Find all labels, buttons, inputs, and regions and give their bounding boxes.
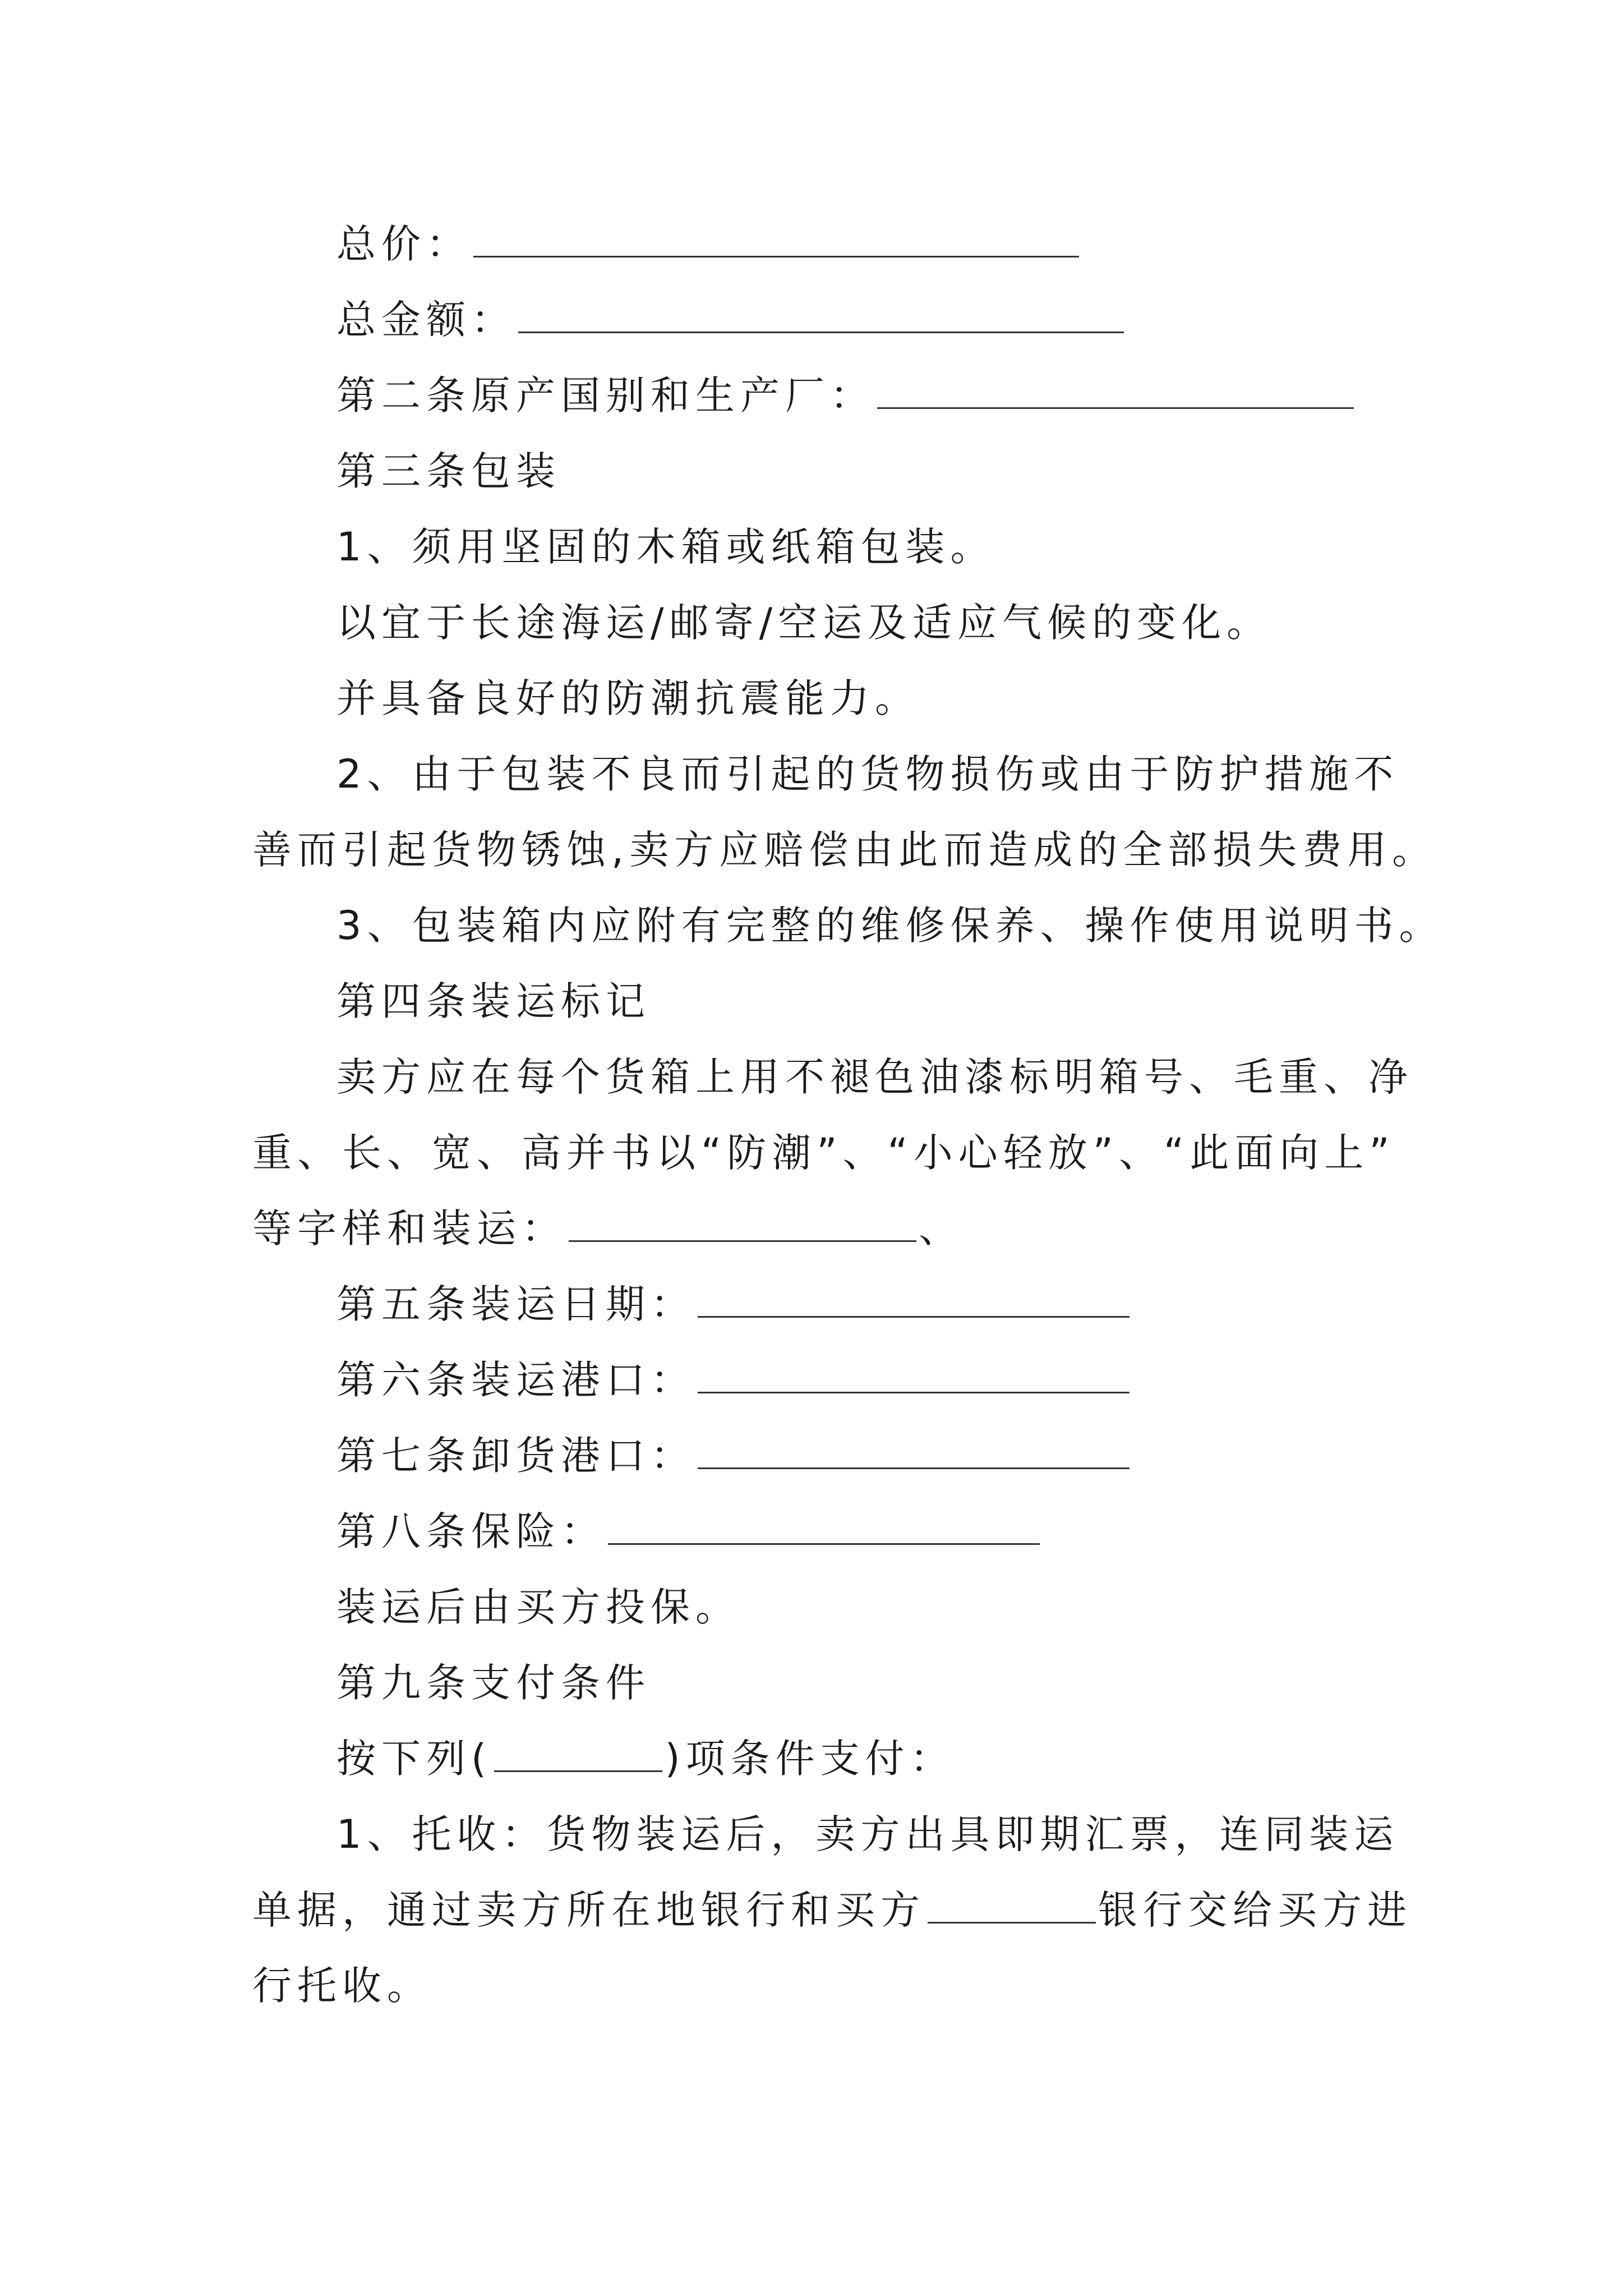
line-article-5: [336, 1265, 1430, 1343]
line-total-amount: [336, 280, 1430, 359]
line-article-7: [336, 1416, 1430, 1495]
fill-blank[interactable]: [473, 217, 1079, 257]
paragraph-line: [252, 1114, 1430, 1192]
fill-blank[interactable]: [928, 1883, 1096, 1924]
fill-blank[interactable]: [698, 1277, 1129, 1318]
line-suffix: )项条件支付：: [665, 1736, 955, 1782]
paragraph-line: [252, 1947, 1430, 2025]
paragraph-line: [336, 1568, 1430, 1646]
line-text: 行托收。: [252, 1963, 432, 2009]
heading-article-3: [336, 432, 1430, 510]
fill-blank[interactable]: [877, 368, 1354, 409]
line-text: 3、包装箱内应附有完整的维修保养、操作使用说明书。: [336, 903, 1444, 949]
fill-blank[interactable]: [494, 1731, 662, 1772]
line-text: 卖方应在每个货箱上用不褪色油漆标明箱号、毛重、净: [336, 1054, 1413, 1100]
fill-blank[interactable]: [518, 292, 1124, 333]
line-text: 第二条原产国别和生产厂：: [336, 372, 875, 418]
fill-blank[interactable]: [608, 1504, 1040, 1545]
line-payment-option: [336, 1719, 1430, 1798]
line-text: 第七条卸货港口：: [336, 1433, 695, 1479]
line-text: 善而引起货物锈蚀,卖方应赔偿由此而造成的全部损失费用。: [252, 827, 1437, 873]
line-shipping-marks: [252, 1189, 1430, 1268]
line-text: 单据，通过卖方所在地银行和买方: [252, 1887, 925, 1933]
line-text: 总价：: [336, 221, 471, 267]
line-bank: [252, 1871, 1430, 1949]
line-text: 第五条装运日期：: [336, 1281, 695, 1327]
line-text: 第三条包装: [336, 448, 561, 494]
line-text: 按下列(: [336, 1736, 492, 1782]
line-text: 第八条保险：: [336, 1508, 606, 1554]
line-text: 装运后由买方投保。: [336, 1584, 740, 1630]
fill-blank[interactable]: [569, 1201, 916, 1242]
line-text: 2、由于包装不良而引起的货物损伤或由于防护措施不: [336, 751, 1399, 797]
line-article-8: [336, 1492, 1430, 1571]
line-text: 第四条装运标记: [336, 978, 651, 1024]
line-article-6: [336, 1341, 1430, 1419]
line-text: 并具备良好的防潮抗震能力。: [336, 675, 920, 721]
line-text: 第六条装运港口：: [336, 1357, 695, 1403]
paragraph-line: [252, 811, 1437, 889]
paragraph-line: [336, 583, 1430, 662]
fill-blank[interactable]: [698, 1352, 1129, 1393]
line-text: 以宜于长途海运/邮寄/空运及适应气候的变化。: [336, 600, 1272, 646]
paragraph-line: [336, 508, 1430, 586]
line-suffix: 、: [919, 1205, 963, 1251]
line-text: 等字样和装运：: [252, 1205, 566, 1251]
line-text: 总金额：: [336, 297, 516, 343]
heading-article-4: [336, 962, 1430, 1041]
paragraph-line: [336, 1038, 1430, 1116]
paragraph-line: [336, 659, 1430, 738]
paragraph-line: [336, 1795, 1430, 1874]
line-total-price: [336, 205, 1430, 283]
paragraph-line: [336, 735, 1430, 813]
line-article-2: [336, 356, 1430, 435]
heading-article-9: [336, 1644, 1430, 1722]
fill-blank[interactable]: [698, 1428, 1129, 1469]
paragraph-line: [336, 886, 1444, 965]
line-text: 第九条支付条件: [336, 1660, 651, 1706]
line-text: 1、托收：货物装运后，卖方出具即期汇票，连同装运: [336, 1811, 1399, 1857]
line-suffix: 银行交给买方进: [1098, 1887, 1412, 1933]
line-text: 重、长、宽、高并书以“防潮”、“小心轻放”、“此面向上”: [252, 1130, 1395, 1176]
line-text: 1、须用坚固的木箱或纸箱包装。: [336, 524, 995, 570]
